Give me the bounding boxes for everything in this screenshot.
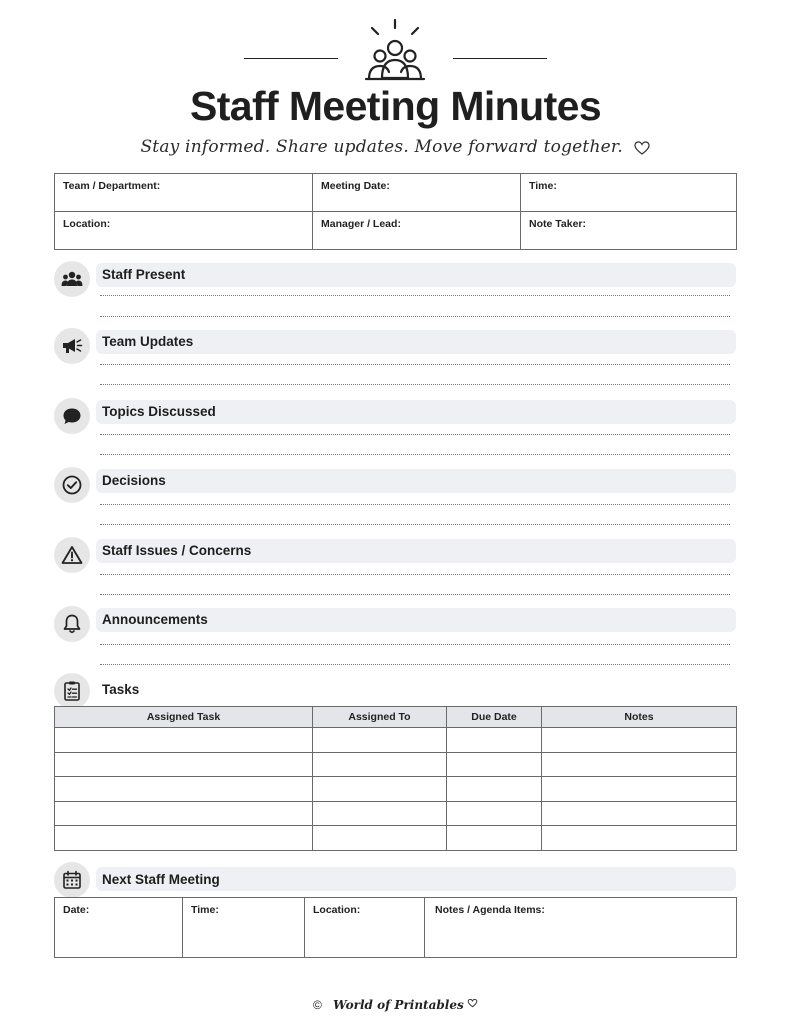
table-cell[interactable] <box>447 801 542 826</box>
header-rule-left <box>244 58 338 59</box>
section-title: Staff Present <box>102 267 186 282</box>
next-location-field[interactable] <box>305 898 425 958</box>
table-cell[interactable] <box>313 801 447 826</box>
copyright-symbol: © <box>312 998 322 1012</box>
page-title: Staff Meeting Minutes <box>189 83 602 129</box>
write-line[interactable] <box>100 504 730 505</box>
table-cell[interactable] <box>55 826 313 851</box>
location-field[interactable] <box>55 212 313 250</box>
table-cell[interactable] <box>542 777 737 802</box>
tasks-table <box>54 706 737 851</box>
footer <box>0 998 791 1012</box>
section-title: Staff Issues / Concerns <box>102 543 252 558</box>
table-cell[interactable] <box>55 801 313 826</box>
next-notes-field[interactable] <box>425 898 737 958</box>
team-group-icon <box>358 16 432 84</box>
next-location-label: Location: <box>313 904 361 916</box>
section-decisions <box>54 467 736 529</box>
table-cell[interactable] <box>542 826 737 851</box>
section-tasks <box>54 673 736 707</box>
table-cell[interactable] <box>447 777 542 802</box>
section-staff-issues <box>54 537 736 599</box>
table-row <box>55 801 737 826</box>
next-date-label: Date: <box>63 904 90 916</box>
section-title: Team Updates <box>102 334 194 349</box>
megaphone-icon <box>54 328 90 364</box>
section-staff-present <box>54 261 736 323</box>
write-line[interactable] <box>100 384 730 385</box>
clipboard-icon <box>54 673 90 709</box>
meeting-date-label: Meeting Date: <box>321 180 390 192</box>
next-date-field[interactable] <box>55 898 183 958</box>
team-department-label: Team / Department: <box>63 180 161 192</box>
calendar-icon <box>54 862 90 898</box>
footer-brand: World of Printables <box>333 998 464 1012</box>
table-cell[interactable] <box>55 752 313 777</box>
section-title: Next Staff Meeting <box>102 872 220 887</box>
section-next-meeting <box>54 862 736 896</box>
location-label: Location: <box>63 218 111 230</box>
section-title: Tasks <box>102 682 140 697</box>
table-row <box>55 777 737 802</box>
table-cell[interactable] <box>313 826 447 851</box>
write-line[interactable] <box>100 574 730 575</box>
table-cell[interactable] <box>542 728 737 753</box>
note-taker-label: Note Taker: <box>529 218 586 230</box>
time-field[interactable] <box>521 174 737 212</box>
table-cell[interactable] <box>55 728 313 753</box>
manager-lead-field[interactable] <box>313 212 521 250</box>
section-team-updates <box>54 328 736 390</box>
write-line[interactable] <box>100 454 730 455</box>
tagline-text: Stay informed. Share updates. Move forward together. <box>140 137 623 157</box>
warning-triangle-icon <box>54 537 90 573</box>
write-line[interactable] <box>100 434 730 435</box>
write-line[interactable] <box>100 664 730 665</box>
write-line[interactable] <box>100 364 730 365</box>
bell-icon <box>54 606 90 642</box>
table-row <box>55 752 737 777</box>
table-cell[interactable] <box>447 728 542 753</box>
column-header-notes: Notes <box>542 707 737 728</box>
table-cell[interactable] <box>313 752 447 777</box>
speech-bubble-icon <box>54 398 90 434</box>
check-circle-icon <box>54 467 90 503</box>
write-line[interactable] <box>100 524 730 525</box>
table-row <box>55 728 737 753</box>
next-time-field[interactable] <box>183 898 305 958</box>
next-notes-label: Notes / Agenda Items: <box>435 904 545 916</box>
time-label: Time: <box>529 180 557 192</box>
section-title: Announcements <box>102 612 208 627</box>
meeting-date-field[interactable] <box>313 174 521 212</box>
next-meeting-grid <box>54 897 737 958</box>
header-rule-right <box>453 58 547 59</box>
section-title: Topics Discussed <box>102 404 216 419</box>
manager-lead-label: Manager / Lead: <box>321 218 401 230</box>
section-bar <box>96 469 736 493</box>
column-header-assigned-to: Assigned To <box>313 707 447 728</box>
write-line[interactable] <box>100 594 730 595</box>
table-cell[interactable] <box>542 752 737 777</box>
page-tagline <box>0 137 791 157</box>
section-announcements <box>54 606 736 668</box>
table-row <box>55 826 737 851</box>
write-line[interactable] <box>100 644 730 645</box>
column-header-due-date: Due Date <box>447 707 542 728</box>
table-cell[interactable] <box>447 752 542 777</box>
table-cell[interactable] <box>313 728 447 753</box>
section-title: Decisions <box>102 473 166 488</box>
write-line[interactable] <box>100 295 730 296</box>
note-taker-field[interactable] <box>521 212 737 250</box>
next-time-label: Time: <box>191 904 219 916</box>
heart-icon <box>633 140 651 156</box>
heart-icon <box>467 998 478 1008</box>
table-cell[interactable] <box>55 777 313 802</box>
people-icon <box>54 261 90 297</box>
team-department-field[interactable] <box>55 174 313 212</box>
table-cell[interactable] <box>542 801 737 826</box>
write-line[interactable] <box>100 316 730 317</box>
table-cell[interactable] <box>447 826 542 851</box>
table-cell[interactable] <box>313 777 447 802</box>
section-bar <box>96 263 736 287</box>
column-header-assigned-task: Assigned Task <box>55 707 313 728</box>
section-topics-discussed <box>54 398 736 460</box>
meeting-info-grid <box>54 173 737 250</box>
